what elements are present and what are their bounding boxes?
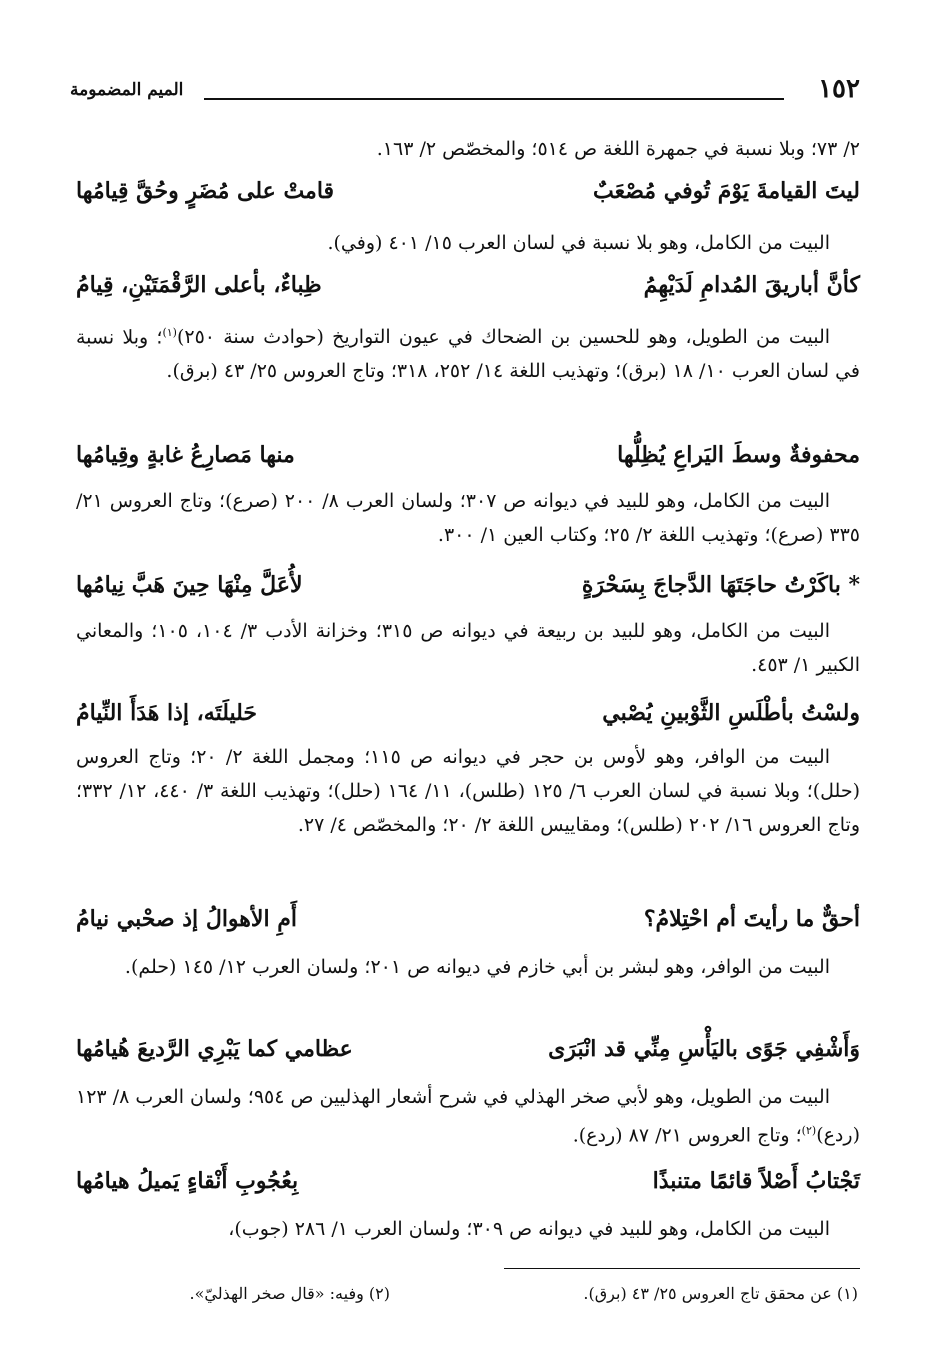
citation-paragraph: البيت من الطويل، وهو لأبي صخر الهذلي في شرح أشعار الهذليين ص ٩٥٤؛ ولسان العرب ٨/ ١٢٣ (ردع)$^{(٢)}$؛ وتاج العروس ٢١/ ٨٧ (ردع). (76, 1086, 860, 1147)
citation-paragraph: البيت من الكامل، وهو بلا نسبة في لسان العرب ١٥/ ٤٠١ (وفي). (327, 232, 830, 254)
citation-paragraph: البيت من الكامل، وهو للبيد في ديوانه ص ٣٠٩؛ ولسان العرب ١/ ٢٨٦ (جوب)، (228, 1218, 830, 1240)
verse-first-hemistich: محفوفةٌ وسطَ اليَراعِ يُظِلُّها (617, 442, 860, 468)
verse-line (76, 174, 860, 216)
verse-line (76, 1032, 860, 1074)
citation-paragraph: البيت من الوافر، وهو لأوس بن حجر في ديوانه ص ١١٥؛ ومجمل اللغة ٢/ ٢٠؛ وتاج العروس (حلل)؛ وبلا نسبة في لسان العرب ٦/ ١٢٥ (طلس)، ١١/ ١٦٤ (حلل)؛ وتهذيب اللغة ٣/ ٤٤٠، ١٢/ ٣٣٢؛ وتاج العروس ١٦/ ٢٠٢ (طلس)؛ ومقاييس اللغة ٢/ ٢٠؛ والمخصّص ٤/ ٢٧. (76, 746, 861, 836)
verse-first-hemistich: * باكَرْتُ حاجَتَهَا الدَّجاجَ بِسَحْرَةٍ (581, 572, 860, 598)
footnote-ref: (٢) (801, 1124, 817, 1137)
citation-paragraph: البيت من الوافر، وهو لبشر بن أبي خازم في ديوانه ص ٢٠١؛ ولسان العرب ١٢/ ١٤٥ (حلم). (124, 956, 830, 978)
chapter-title: الميم المضمومة (70, 80, 184, 100)
page-number: ١٥٢ (818, 74, 860, 104)
verse-line (76, 902, 860, 944)
verse-first-hemistich: كأنَّ أباريقَ المُدامِ لَدَيْهِمُ (643, 272, 860, 298)
verse-second-hemistich: منها مَصارِعُ غابةٍ وقِيامُها (76, 442, 295, 468)
citation-paragraph: البيت من الطويل، وهو للحسين بن الضحاك في عيون التواريخ (حوادث سنة ٢٥٠)$^{(١)}$؛ وبلا نسبة في لسان العرب ١٠/ ١٨ (برق)؛ وتهذيب اللغة ١٤/ ٢٥٢، ٣١٨؛ وتاج العروس ٢٥/ ٤٣ (برق). (76, 326, 860, 383)
verse-second-hemistich: عظامي كما يَبْرِي الرَّديعَ هُيامُها (76, 1036, 353, 1062)
verse-second-hemistich: أَمِ الأهوالُ إذ صحْبي نيامُ (76, 906, 297, 932)
verse-line (76, 696, 860, 738)
header-rule (204, 98, 784, 100)
verse-first-hemistich: ليتَ القيامةَ يَوْمَ تُوفي مُصْعَبٌ (593, 178, 860, 204)
verse-first-hemistich: تَجْتابُ أَصْلاً قائمًا متنبذًا (652, 1168, 860, 1194)
verse-line (76, 438, 860, 480)
verse-line (76, 268, 860, 310)
verse-line (76, 1164, 860, 1206)
verse-first-hemistich: وَأَشْفِي جَوًى باليَأْسِ مِنِّي قد انْبَرَى (548, 1036, 860, 1062)
footnote: (١) عن محقق تاج العروس ٢٥/ ٤٣ (برق). (583, 1284, 858, 1303)
footnote-ref: (١) (162, 326, 177, 339)
verse-second-hemistich: ظِباءٌ، بأعلى الرَّقْمَتَيْنِ، قِيامُ (76, 272, 322, 298)
citation-paragraph: البيت من الكامل، وهو للبيد بن ربيعة في ديوانه ص ٣١٥؛ وخزانة الأدب ٣/ ١٠٤، ١٠٥؛ والمعاني الكبير ١/ ٤٥٣. (76, 620, 860, 676)
verse-first-hemistich: أحقٌّ ما رأيتَ أم احْتِلامُ؟ (643, 906, 860, 932)
citation-paragraph: ٢/ ٧٣؛ وبلا نسبة في جمهرة اللغة ص ٥١٤؛ والمخصّص ٢/ ١٦٣. (376, 138, 860, 160)
verse-second-hemistich: لأُعَلَّ مِنْهَا حِينَ هَبَّ نِيامُها (76, 572, 303, 598)
running-header (70, 74, 860, 114)
verse-second-hemistich: حَليلَتَه، إذا هَدَأَ النِّيامُ (76, 700, 258, 726)
verse-second-hemistich: قامتْ على مُضَرٍ وحُقَّ قِيامُها (76, 178, 335, 204)
verse-second-hemistich: بِعُجُوبِ أَنْقاءٍ يَميلُ هيامُها (76, 1168, 299, 1194)
footnote-rule (504, 1268, 860, 1269)
citation-paragraph: البيت من الكامل، وهو للبيد في ديوانه ص ٣٠٧؛ ولسان العرب ٨/ ٢٠٠ (صرع)؛ وتاج العروس ٢١/ ٣٣٥ (صرع)؛ وتهذيب اللغة ٢/ ٢٥؛ وكتاب العين ١/ ٣٠٠. (76, 490, 860, 546)
verse-first-hemistich: ولسْتُ بأطْلَسِ الثَّوْبينِ يُصْبي (602, 700, 860, 726)
footnote: (٢) وفيه: «قال صخر الهذليّ». (189, 1284, 390, 1303)
verse-line (76, 568, 860, 610)
